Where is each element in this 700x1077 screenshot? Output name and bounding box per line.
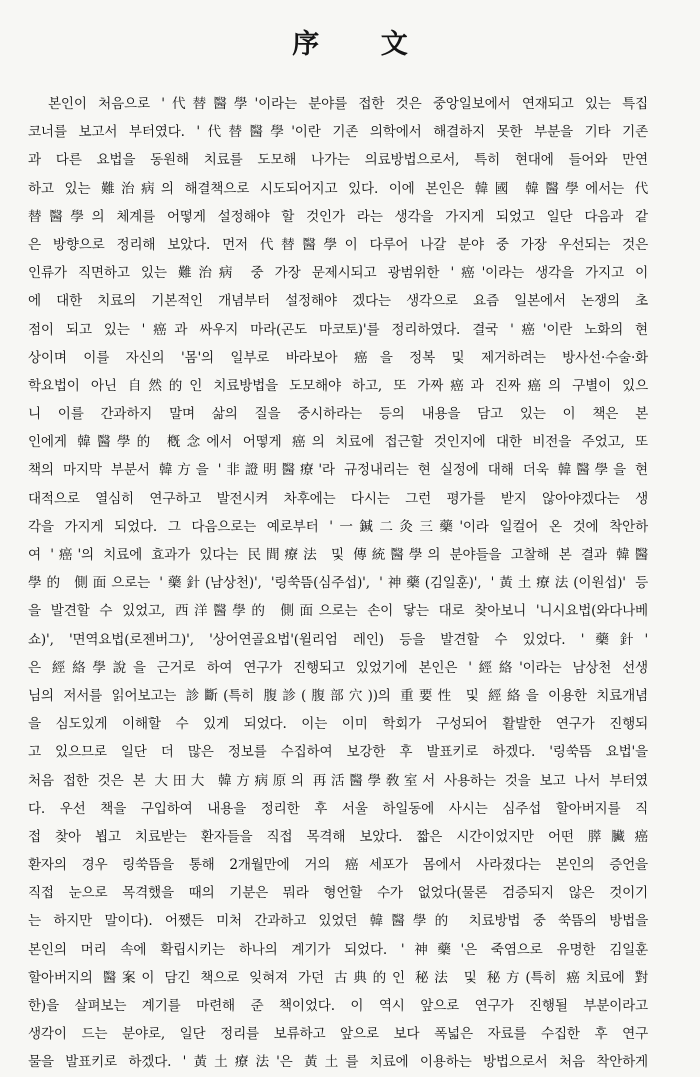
text-line: 쇼)', '면역요법(로젠버그)', '상어연골요법'(윌리엄 레인) 등을 발견할 수 있었다. '藥針'	[28, 631, 648, 648]
text-line: 점이 되고 있는 '癌과 싸우지 마라(곤도 마코토)'를 정리하였다. 결국 '癌'이란 노화의 현	[28, 321, 648, 338]
text-line: 여 '癌'의 치료에 효과가 있다는 民間療法 및 傳統醫學의 분야들을 고찰해 본 결과 韓醫	[28, 547, 648, 563]
text-line: 접 찾아 뵙고 치료받는 환자들을 직접 목격해 보았다. 짧은 시간이었지만 어떤 膵臟癌	[28, 828, 648, 845]
text-line: 물을 발표키로 하겠다. '黃土療法'은 黃土를 치료에 이용하는 방법으로서 처음 착안하게	[28, 1054, 648, 1071]
text-line: 은 經絡學說을 근거로 하여 연구가 진행되고 있었기에 본인은 '經絡'이라는 남상천 선생	[28, 659, 648, 676]
text-line: 한)을 살펴보는 계기를 마련해 준 책이었다. 이 역시 앞으로 연구가 진행될 부분이라고	[28, 998, 648, 1014]
text-line: 에 대한 치료의 기본적인 개념부터 설정해야 겠다는 생각으로 요즘 일본에서 논쟁의 초	[28, 293, 648, 310]
text-line: 는 하지만 말이다). 어쨌든 미처 간과하고 있었던 韓醫學的 치료방법 중 쑥뜸의 방법을	[28, 913, 648, 930]
text-line: 처음 접한 것은 본 大田大 韓方病原의 再活醫學敎室서 사용하는 것을 보고 나서 부터였	[28, 772, 648, 789]
page-title: 序 文	[292, 29, 434, 60]
text-line: 은 방향으로 정리해 보았다. 먼저 代替醫學이 다루어 나갈 분야 중 가장 우선되는 것은	[28, 236, 648, 253]
text-line: 환자의 경우 링쑥뜸을 통해 2개월만에 거의 癌세포가 몸에서 사라졌다는 본인의 증언을	[28, 857, 648, 874]
text-line: 하고 있는 難治病의 해결책으로 시도되어지고 있다. 이에 본인은 韓國 韓醫學에서는 代	[28, 180, 648, 197]
text-line: 본인이 처음으로 '代替醫學'이라는 분야를 접한 것은 중앙일보에서 연재되고 있는 특집	[48, 96, 648, 112]
text-line: 替醫學의 체계를 어떻게 설정해야 할 것인가 라는 생각을 가지게 되었고 일단 다음과 같	[28, 208, 648, 225]
text-line: 인에게 韓醫學的 槪念에서 어떻게 癌의 치료에 접근할 것인지에 대한 비전을 주었고, 또	[28, 434, 648, 451]
text-line: 學的 側面으로는 '藥針(남상천)', '링쑥뜸(심주섭)', '神藥(김일훈)', '黃土療法(이원섭)' 등	[28, 575, 648, 592]
text-line: 할아버지의 醫案이 담긴 책으로 잊혀져 가던 古典的인 秘法 및 秘方(특히 癌치료에 對	[28, 969, 648, 986]
text-line: 학요법이 아닌 自然的인 치료방법을 도모해야 하고, 또 가짜癌과 진짜癌의 구별이 있으	[28, 377, 648, 394]
text-line: 각을 가지게 되었다. 그 다음으로는 예로부터 '一鍼二灸三藥'이라 일컬어 온 것에 착안하	[28, 518, 648, 535]
text-line: 고 있으므로 일단 더 많은 정보를 수집하여 보강한 후 발표키로 하겠다. '링쑥뜸 요법'을	[28, 744, 648, 761]
text-line: 본인의 머리 속에 확립시키는 하나의 계기가 되었다. '神藥'은 죽염으로 유명한 김일훈	[28, 941, 648, 958]
text-line: 니 이를 간과하지 말며 삶의 질을 중시하라는 등의 내용을 담고 있는 이 책은 본	[28, 406, 648, 423]
text-line: 을 발견할 수 있었고, 西洋醫學的 側面으로는 손이 닿는 대로 찾아보니 '니시요법(와다나베	[28, 603, 648, 620]
body-text	[28, 90, 648, 1077]
text-line: 대적으로 열심히 연구하고 발전시켜 차후에는 다시는 그런 평가를 받지 않아야겠다는 생	[28, 490, 648, 507]
text-line: 책의 마지막 부분서 韓方을 '非證明醫療'라 규정내리는 현 실정에 대해 더욱 韓醫學을 현	[28, 462, 648, 479]
text-line: 코너를 보고서 부터였다. '代替醫學'이란 기존 의학에서 해결하지 못한 부분을 기타 기존	[28, 124, 648, 141]
text-line: 상이며 이를 자신의 '몸'의 일부로 바라보아 癌을 정복 및 제거하려는 방사선·수술·화	[28, 349, 648, 366]
text-line: 과 다른 요법을 동원해 치료를 도모해 나가는 의료방법으로서, 특히 현대에 들어와 만연	[28, 152, 648, 169]
text-line: 을 심도있게 이해할 수 있게 되었다. 이는 이미 학회가 구성되어 활발한 연구가 진행되	[28, 716, 648, 733]
text-line: 직접 눈으로 목격했을 때의 기분은 뭐라 형언할 수가 없었다(물론 검증되지 않은 것이기	[28, 885, 648, 902]
text-line: 생각이 드는 분야로, 일단 정리를 보류하고 앞으로 보다 폭넓은 자료를 수집한 후 연구	[28, 1026, 648, 1043]
text-line: 인류가 직면하고 있는 難治病 중 가장 문제시되고 광범위한 '癌'이라는 생각을 가지고 이	[28, 265, 648, 282]
text-line: 다. 우선 책을 구입하여 내용을 정리한 후 서울 하일동에 사시는 심주섭 할아버지를 직	[28, 800, 648, 817]
text-line: 님의 저서를 읽어보고는 診斷(특히 腹診(腹部穴))의 重要性 및 經絡을 이용한 치료개념	[28, 687, 648, 704]
